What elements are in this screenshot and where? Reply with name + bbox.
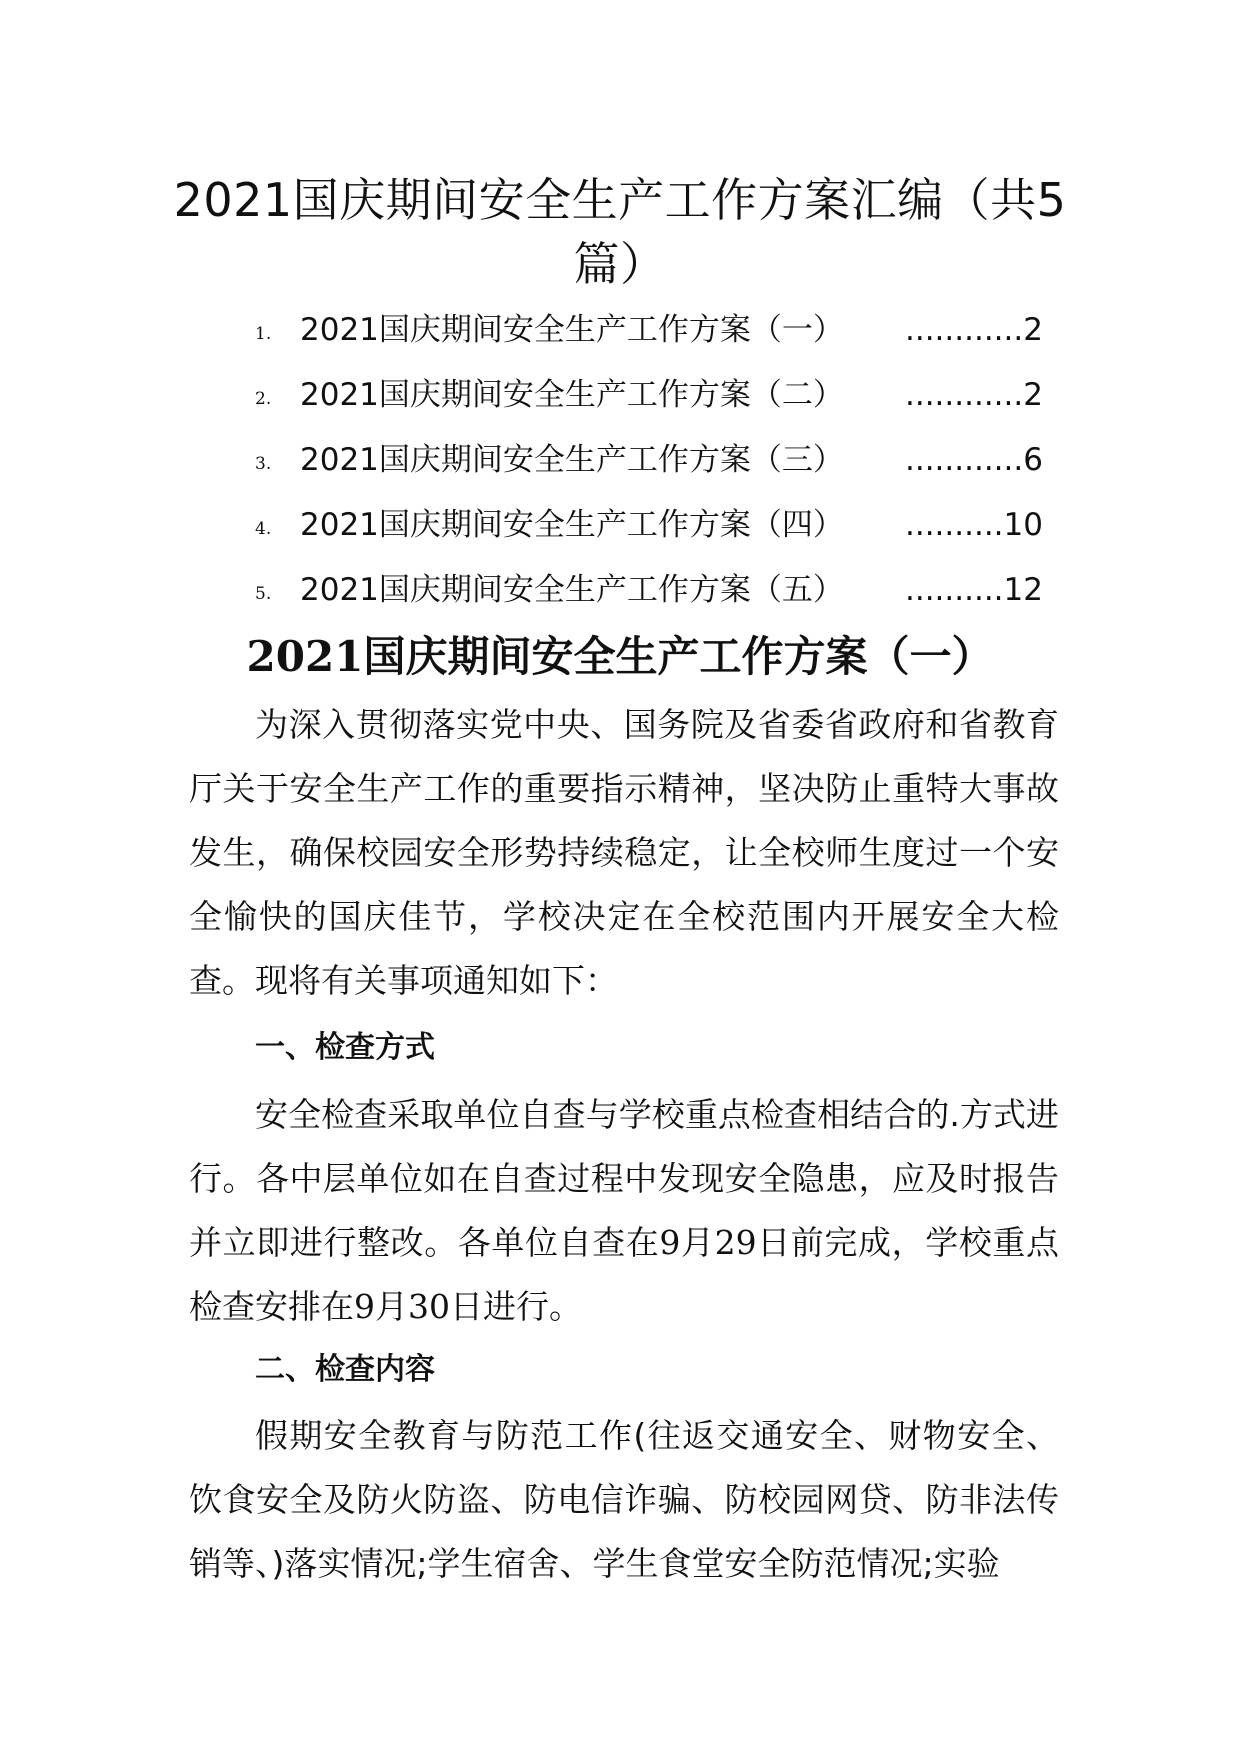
text-run: 月 <box>375 1287 408 1326</box>
toc-page-number: 6 <box>1023 442 1043 478</box>
toc-dots: .......... <box>905 572 1004 608</box>
toc-item[interactable] <box>255 564 1055 629</box>
toc-leader <box>905 434 1043 486</box>
toc-item[interactable] <box>255 304 1055 369</box>
toc-title: 2021国庆期间安全生产工作方案（四） <box>300 507 844 543</box>
toc-item[interactable] <box>255 499 1055 564</box>
toc-page-number: 2 <box>1023 312 1043 348</box>
toc-leader <box>905 304 1043 356</box>
table-of-contents <box>255 304 1055 629</box>
section-title-text: 国庆期间安全生产工作方案（一） <box>363 632 994 681</box>
text-run: 安全检查采取单位自查与学校重点检查相结合的.方式进行。各中层单位如在自查过程中发现安全隐患，应及时报告并立即进行整改。各单位自查在 <box>189 1095 1059 1262</box>
heading-inspection-content: 二、检查内容 <box>255 1352 435 1387</box>
toc-dots: ............ <box>905 377 1024 413</box>
document-title: 2021国庆期间安全生产工作方案汇编（共5篇） <box>173 173 1067 291</box>
toc-title: 2021国庆期间安全生产工作方案（五） <box>300 572 844 608</box>
toc-number: 2. <box>255 389 272 409</box>
toc-page-number: 10 <box>1003 507 1043 543</box>
day-number: 29 <box>714 1223 757 1262</box>
toc-dots: .......... <box>905 507 1004 543</box>
toc-leader <box>905 564 1043 616</box>
toc-dots: ............ <box>905 442 1024 478</box>
toc-dots: ............ <box>905 312 1024 348</box>
toc-number: 4. <box>255 519 272 539</box>
text-run: 日进行。 <box>450 1287 582 1326</box>
toc-item[interactable] <box>255 434 1055 499</box>
text-run: 日前完成，学校重点检查安排在 <box>189 1223 1060 1326</box>
inspection-content-paragraph: 假期安全教育与防范工作(往返交通安全、财物安全、饮食安全及防火防盗、防电信诈骗、防校园网贷、防非法传销等、)落实情况;学生宿舍、学生食堂安全防范情况;实验 <box>189 1416 1059 1583</box>
toc-leader <box>905 369 1043 421</box>
toc-page-number: 12 <box>1003 572 1043 608</box>
toc-title: 2021国庆期间安全生产工作方案（三） <box>300 442 844 478</box>
text-run: 月 <box>680 1223 715 1262</box>
toc-number: 1. <box>255 324 272 344</box>
month-number: 9 <box>659 1223 681 1262</box>
section-title-year: 2021 <box>246 632 364 681</box>
inspection-method-paragraph <box>189 1083 1059 1339</box>
toc-number: 5. <box>255 584 272 604</box>
day-number: 30 <box>408 1287 450 1326</box>
toc-leader <box>905 499 1043 551</box>
toc-title: 2021国庆期间安全生产工作方案（一） <box>300 312 844 348</box>
intro-paragraph: 为深入贯彻落实党中央、国务院及省委省政府和省教育厅关于安全生产工作的重要指示精神，坚决防止重特大事故发生，确保校园安全形势持续稳定，让全校师生度过一个安全愉快的国庆佳节，学校决定在全校范围内开展安全大检查。现将有关事项通知如下： <box>189 705 1059 1000</box>
toc-number: 3. <box>255 454 272 474</box>
heading-inspection-method: 一、检查方式 <box>255 1030 435 1065</box>
toc-item[interactable] <box>255 369 1055 434</box>
toc-title: 2021国庆期间安全生产工作方案（二） <box>300 377 844 413</box>
section-title <box>150 627 1090 687</box>
month-number: 9 <box>354 1287 375 1326</box>
toc-page-number: 2 <box>1023 377 1043 413</box>
